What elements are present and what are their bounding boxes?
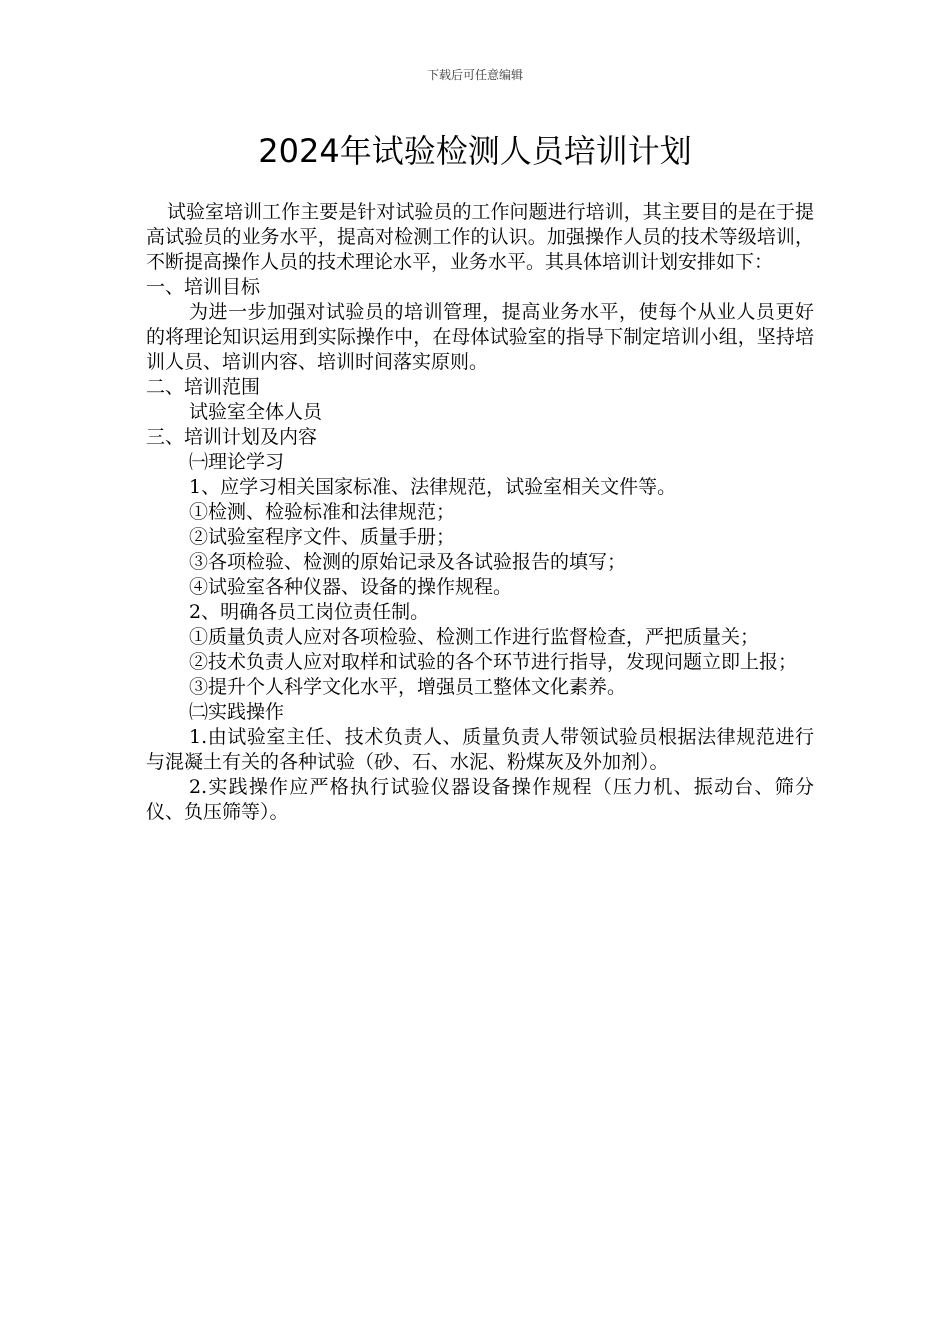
section-heading-plan: 三、培训计划及内容 — [146, 426, 318, 448]
list-subitem: ③各项检验、检测的原始记录及各试验报告的填写； — [189, 551, 627, 573]
document-title: 2024年试验检测人员培训计划 — [258, 132, 692, 170]
page-header-note: 下载后可任意编辑 — [426, 68, 523, 82]
section-body-goals: 为进一步加强对试验员的培训管理，提高业务水平，使每个从业人员更好的将理论知识运用到实际操作中，在母体试验室的指导下制定培训小组，坚持培训人员、培训内容、培训时间落实原则。 — [146, 301, 814, 373]
list-item: 2、明确各员工岗位责任制。 — [189, 601, 430, 623]
subsection-heading-theory: ㈠理论学习 — [189, 451, 285, 473]
list-item: 1.由试验室主任、技术负责人、质量负责人带领试验员根据法律规范进行与混凝土有关的各种试验（砂、石、水泥、粉煤灰及外加剂）。 — [146, 726, 814, 773]
list-subitem: ③提升个人科学文化水平，增强员工整体文化素养。 — [189, 676, 627, 698]
list-subitem: ④试验室各种仪器、设备的操作规程。 — [189, 576, 513, 598]
list-item: 2.实践操作应严格执行试验仪器设备操作规程（压力机、振动台、筛分仪、负压筛等）。 — [146, 776, 814, 823]
document-body — [146, 200, 814, 825]
list-subitem: ②试验室程序文件、质量手册； — [189, 526, 456, 548]
list-subitem: ②技术负责人应对取样和试验的各个环节进行指导，发现问题立即上报； — [189, 651, 798, 673]
section-heading-goals: 一、培训目标 — [146, 276, 261, 298]
list-subitem: ①检测、检验标准和法律规范； — [189, 501, 456, 523]
list-subitem: ①质量负责人应对各项检验、检测工作进行监督检查，严把质量关； — [189, 626, 760, 648]
subsection-heading-practice: ㈡实践操作 — [189, 701, 285, 723]
section-heading-scope: 二、培训范围 — [146, 376, 261, 398]
section-body-scope: 试验室全体人员 — [189, 401, 323, 423]
list-item: 1、应学习相关国家标准、法律规范，试验室相关文件等。 — [189, 476, 677, 498]
intro-paragraph: 试验室培训工作主要是针对试验员的工作问题进行培训，其主要目的是在于提高试验员的业务水平，提高对检测工作的认识。加强操作人员的技术等级培训，不断提高操作人员的技术理论水平，业务水平。其具体培训计划安排如下： — [146, 201, 814, 273]
